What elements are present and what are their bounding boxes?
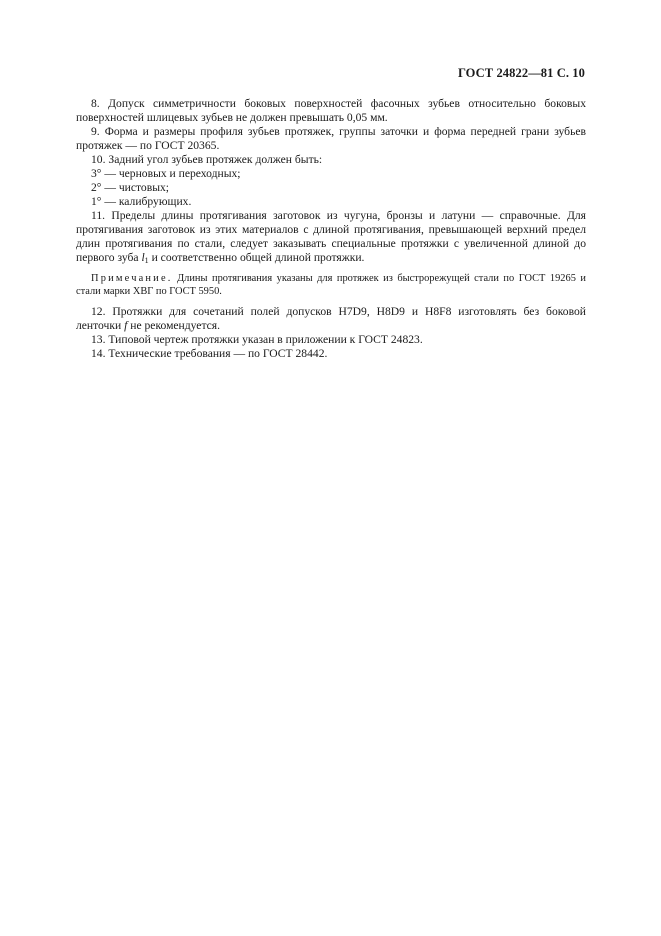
paragraph-11-text: 11. Пределы длины протягивания заготовок из чугуна, бронзы и латуни — справочные. Для протягивания заготовок из этих материалов с длиной протягивания, превышающей верхний предел длин протягивания по стали, следует заказывать специальные протяжки с увеличенной длиной до первого зуба: [76, 209, 586, 264]
paragraph-12-text: 12. Протяжки для сочетаний полей допусков H7D9, H8D9 и H8F8 изготовлять без боковой ленточки: [76, 305, 586, 332]
paragraph-13: 13. Типовой чертеж протяжки указан в приложении к ГОСТ 24823.: [91, 333, 423, 346]
paragraph-11: [76, 209, 586, 265]
paragraph-12: [76, 305, 586, 333]
paragraph-8: 8. Допуск симметричности боковых поверхностей фасочных зубьев относительно боковых поверхностей шлицевых зубьев не должен превышать 0,05 мм.: [76, 97, 586, 124]
paragraph-14: 14. Технические требования — по ГОСТ 28442.: [91, 347, 328, 360]
length-symbol: l: [141, 251, 145, 264]
document-body: [76, 97, 586, 361]
angle-item-finishing: 2° — чистовых;: [91, 181, 169, 194]
note-label: Примечание.: [91, 273, 173, 284]
angle-item-roughing: 3° — черновых и переходных;: [91, 167, 241, 180]
paragraph-11-end: и соответственно общей длиной протяжки.: [148, 251, 365, 264]
paragraph-10: 10. Задний угол зубьев протяжек должен быть:: [91, 153, 323, 166]
paragraph-9: 9. Форма и размеры профиля зубьев протяжек, группы заточки и форма передней грани зубьев протяжек — по ГОСТ 20365.: [76, 125, 586, 152]
note-text: Длины протягивания указаны для протяжек из быстрорежущей стали по ГОСТ 19265 и стали марки ХВГ по ГОСТ 5950.: [76, 273, 586, 297]
paragraph-12-end: не рекомендуется.: [127, 319, 221, 332]
length-subscript: 1: [144, 256, 149, 265]
angle-item-sizing: 1° — калибрующих.: [91, 195, 192, 208]
land-symbol: f: [124, 319, 128, 332]
note: [76, 272, 586, 298]
page-header: ГОСТ 24822—81 С. 10: [457, 66, 585, 80]
